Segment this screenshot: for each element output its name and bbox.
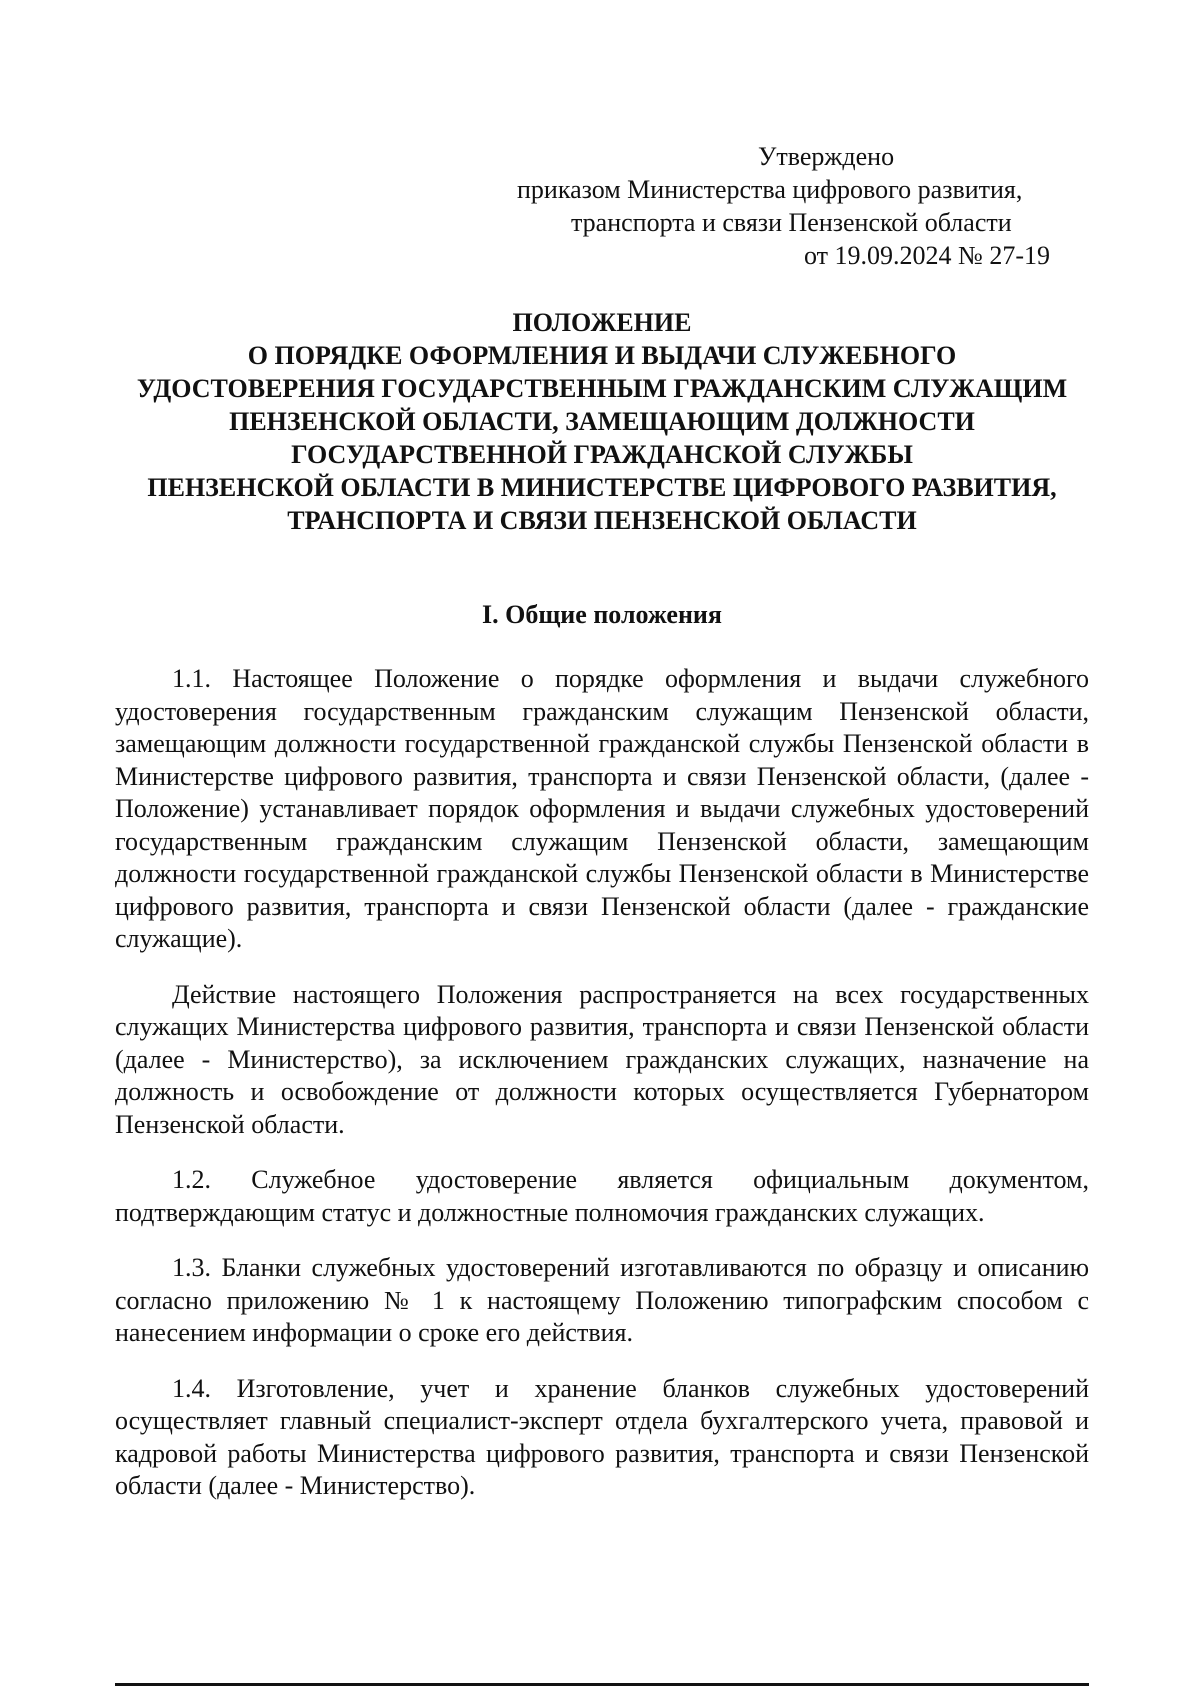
- approval-date-number: от 19.09.2024 № 27-19: [804, 241, 1050, 270]
- title-line: УДОСТОВЕРЕНИЯ ГОСУДАРСТВЕННЫМ ГРАЖДАНСКИМ СЛУЖАЩИМ: [136, 374, 1068, 403]
- paragraph-1-3: 1.3. Бланки служебных удостоверений изготавливаются по образцу и описанию согласно приложению № 1 к настоящему Положению типографским способом с нанесением информации о сроке его действия.: [115, 1253, 1089, 1347]
- title-line: ПЕНЗЕНСКОЙ ОБЛАСТИ, ЗАМЕЩАЮЩИМ ДОЛЖНОСТИ: [229, 407, 975, 436]
- approval-order-line: приказом Министерства цифрового развития,: [517, 175, 1023, 204]
- paragraph-scope: Действие настоящего Положения распространяется на всех государственных служащих Министерства цифрового развития, транспорта и связи Пензенской области (далее - Министерство), за исключением гражданских служащих, назначение на должность и освобождение от должности которых осуществляется Губернатором Пензенской области.: [115, 979, 1089, 1139]
- paragraph-1-1: 1.1. Настоящее Положение о порядке оформления и выдачи служебного удостоверения государственным гражданским служащим Пензенской области, замещающим должности государственной гражданской службы Пензенской области в Министерстве цифрового развития, транспорта и связи Пензенской области, (далее - Положение) устанавливает порядок оформления и выдачи служебных удостоверений государственным гражданским служащим Пензенской области, замещающим должности государственной гражданской службы Пензенской области в Министерстве цифрового развития, транспорта и связи Пензенской области (далее - гражданские служащие).: [115, 664, 1089, 953]
- section-body: [115, 663, 1089, 1525]
- section-heading: I. Общие положения: [482, 600, 722, 629]
- title-line: ПЕНЗЕНСКОЙ ОБЛАСТИ В МИНИСТЕРСТВЕ ЦИФРОВОГО РАЗВИТИЯ,: [147, 473, 1057, 502]
- paragraph-1-4: 1.4. Изготовление, учет и хранение бланков служебных удостоверений осуществляет главный специалист-эксперт отдела бухгалтерского учета, правовой и кадровой работы Министерства цифрового развития, транспорта и связи Пензенской области (далее - Министерство).: [115, 1373, 1089, 1500]
- approval-block: [490, 140, 1050, 272]
- title-line: ПОЛОЖЕНИЕ: [512, 308, 692, 337]
- document-title: [115, 306, 1089, 537]
- approval-ministry-line: транспорта и связи Пензенской области: [571, 208, 1012, 237]
- paragraph-1-2: 1.2. Служебное удостоверение является официальным документом, подтверждающим статус и должностные полномочия гражданских служащих.: [115, 1165, 1089, 1227]
- title-line: О ПОРЯДКЕ ОФОРМЛЕНИЯ И ВЫДАЧИ СЛУЖЕБНОГО: [247, 341, 957, 370]
- approval-approved-label: Утверждено: [758, 142, 895, 171]
- title-line: ГОСУДАРСТВЕННОЙ ГРАЖДАНСКОЙ СЛУЖБЫ: [291, 440, 913, 469]
- footer-rule: [115, 1683, 1089, 1686]
- title-line: ТРАНСПОРТА И СВЯЗИ ПЕНЗЕНСКОЙ ОБЛАСТИ: [287, 506, 917, 535]
